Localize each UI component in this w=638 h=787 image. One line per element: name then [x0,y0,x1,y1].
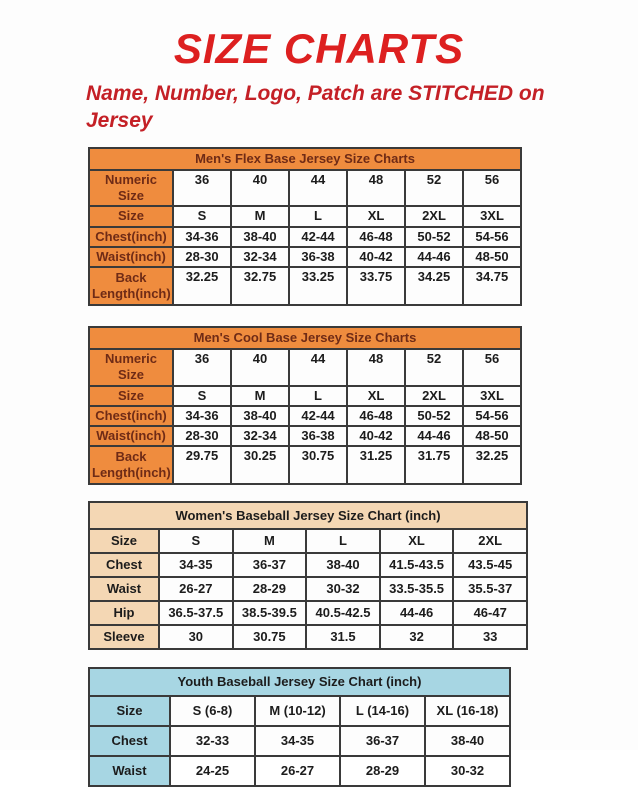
table-row [89,625,527,649]
size-value: 34.25 [405,267,463,305]
table-row [89,247,521,267]
table-row [89,553,527,577]
size-value: S (6-8) [170,696,255,726]
size-value: 30.75 [289,446,347,484]
page-subtitle: Name, Number, Logo, Patch are STITCHED on Jersey [86,82,545,133]
table-title: Men's Flex Base Jersey Size Charts [89,148,521,170]
size-value: 32.25 [173,267,231,305]
size-value: 42-44 [289,227,347,247]
size-value: 29.75 [173,446,231,484]
size-value: 46-48 [347,406,405,426]
tables-container [88,147,638,787]
size-value: 28-30 [173,247,231,267]
size-value: 48-50 [463,426,521,446]
size-value: 32.25 [463,446,521,484]
size-value: L [306,529,380,553]
table-row [89,601,527,625]
size-value: 2XL [453,529,527,553]
size-value: 28-30 [173,426,231,446]
size-value: 32-34 [231,426,289,446]
table-title: Men's Cool Base Jersey Size Charts [89,327,521,349]
size-value: 46-47 [453,601,527,625]
size-value: 33.25 [289,267,347,305]
size-value: 50-52 [405,227,463,247]
table-row [89,170,521,207]
size-value: 32-33 [170,726,255,756]
table-row [89,756,510,786]
size-value: 26-27 [255,756,340,786]
size-value: 48 [347,170,405,207]
size-value: 36-37 [233,553,307,577]
mens-flex-base-size-table [88,147,522,306]
table-row [89,267,521,305]
size-value: 36.5-37.5 [159,601,233,625]
size-value: XL [347,386,405,406]
size-value: 32-34 [231,247,289,267]
size-value: XL (16-18) [425,696,510,726]
size-value: 34-35 [255,726,340,756]
size-value: 31.5 [306,625,380,649]
size-value: 31.25 [347,446,405,484]
size-value: 31.75 [405,446,463,484]
size-value: 46-48 [347,227,405,247]
size-value: 34-36 [173,406,231,426]
row-label: Waist [89,756,170,786]
size-value: 52 [405,349,463,386]
size-value: 41.5-43.5 [380,553,454,577]
size-value: 30.25 [231,446,289,484]
size-value: 56 [463,349,521,386]
size-value: 38-40 [231,227,289,247]
size-value: 48 [347,349,405,386]
table-title: Youth Baseball Jersey Size Chart (inch) [89,668,510,696]
table-row [89,349,521,386]
size-value: 36-38 [289,247,347,267]
youth-baseball-size-table [88,667,511,787]
size-value: 26-27 [159,577,233,601]
size-value: 2XL [405,386,463,406]
size-value: 56 [463,170,521,207]
size-value: 30 [159,625,233,649]
size-value: M [233,529,307,553]
size-value: 2XL [405,206,463,226]
table-row [89,529,527,553]
size-value: 52 [405,170,463,207]
size-value: 34.75 [463,267,521,305]
size-value: S [173,386,231,406]
table-title: Women's Baseball Jersey Size Chart (inch) [89,502,527,529]
size-value: 28-29 [340,756,425,786]
size-value: 50-52 [405,406,463,426]
size-value: 43.5-45 [453,553,527,577]
row-label: Chest [89,553,159,577]
size-value: 33.5-35.5 [380,577,454,601]
row-label: Hip [89,601,159,625]
size-value: 24-25 [170,756,255,786]
table-row [89,446,521,484]
size-value: 36-38 [289,426,347,446]
table-row [89,577,527,601]
size-value: 54-56 [463,406,521,426]
size-value: M (10-12) [255,696,340,726]
table-row [89,406,521,426]
size-value: 34-35 [159,553,233,577]
mens-cool-base-size-table [88,326,522,485]
size-value: 28-29 [233,577,307,601]
size-value: 38-40 [425,726,510,756]
row-label: Waist(inch) [89,247,173,267]
size-value: 38-40 [231,406,289,426]
size-value: 36 [173,349,231,386]
size-value: 40 [231,349,289,386]
size-value: L [289,206,347,226]
size-value: XL [380,529,454,553]
table-row [89,696,510,726]
row-label: Sleeve [89,625,159,649]
size-value: XL [347,206,405,226]
size-value: S [159,529,233,553]
size-value: S [173,206,231,226]
row-label: Back Length(inch) [89,267,173,305]
size-value: 40.5-42.5 [306,601,380,625]
row-label: Chest(inch) [89,406,173,426]
size-value: 30.75 [233,625,307,649]
size-value: 36-37 [340,726,425,756]
size-value: 32.75 [231,267,289,305]
row-label: Numeric Size [89,349,173,386]
size-value: 42-44 [289,406,347,426]
size-value: 38.5-39.5 [233,601,307,625]
size-value: 30-32 [306,577,380,601]
size-value: 32 [380,625,454,649]
size-value: M [231,206,289,226]
page-title: SIZE CHARTS [173,25,465,72]
size-value: 44-46 [405,426,463,446]
row-label: Waist [89,577,159,601]
table-row [89,227,521,247]
row-label: Numeric Size [89,170,173,207]
size-value: 44-46 [405,247,463,267]
size-value: L (14-16) [340,696,425,726]
table-row [89,726,510,756]
size-value: 30-32 [425,756,510,786]
size-value: 36 [173,170,231,207]
size-value: 34-36 [173,227,231,247]
size-value: 44-46 [380,601,454,625]
size-value: 38-40 [306,553,380,577]
size-value: 40 [231,170,289,207]
size-value: L [289,386,347,406]
row-label: Size [89,529,159,553]
size-value: 48-50 [463,247,521,267]
table-row [89,426,521,446]
size-value: 44 [289,170,347,207]
size-value: 54-56 [463,227,521,247]
row-label: Back Length(inch) [89,446,173,484]
size-value: 40-42 [347,247,405,267]
size-value: 33.75 [347,267,405,305]
size-value: 44 [289,349,347,386]
row-label: Size [89,696,170,726]
size-value: 3XL [463,386,521,406]
womens-baseball-size-table [88,501,528,650]
table-row [89,386,521,406]
size-value: 35.5-37 [453,577,527,601]
row-label: Chest(inch) [89,227,173,247]
table-row [89,206,521,226]
size-value: 40-42 [347,426,405,446]
row-label: Size [89,386,173,406]
row-label: Chest [89,726,170,756]
row-label: Waist(inch) [89,426,173,446]
size-value: M [231,386,289,406]
size-value: 3XL [463,206,521,226]
row-label: Size [89,206,173,226]
size-value: 33 [453,625,527,649]
